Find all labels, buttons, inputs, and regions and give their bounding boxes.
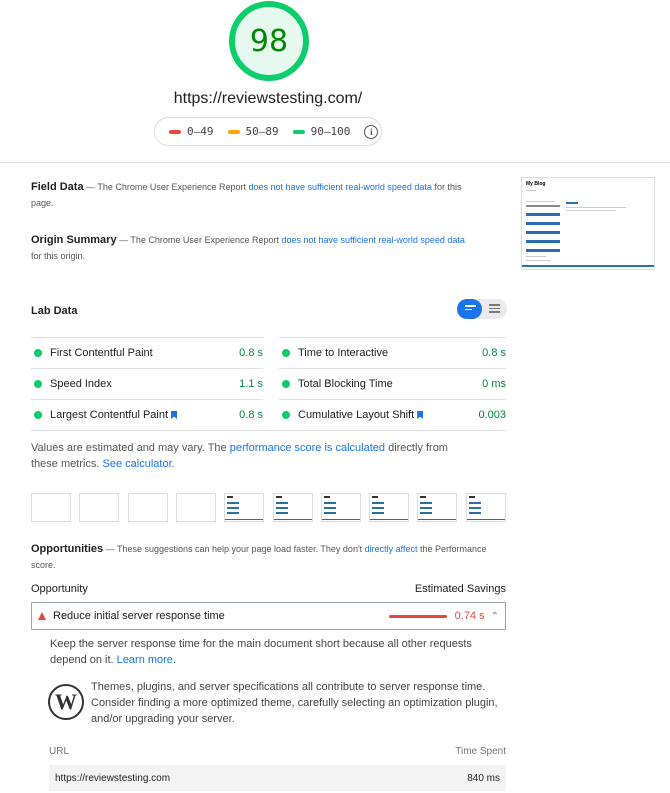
compact-view-icon — [465, 305, 476, 312]
field-data-title: Field Data — [31, 181, 84, 193]
pass-dot-icon — [282, 349, 290, 357]
metric-name: Largest Contentful Paint — [50, 409, 169, 421]
opportunity-title: Reduce initial server response time — [53, 610, 225, 622]
time-spent-column-header: Time Spent — [455, 746, 506, 757]
core-web-vital-bookmark-icon — [171, 411, 177, 419]
note-text-mid: directly from these metrics. — [31, 442, 448, 470]
metric-value: 0.8 s — [239, 347, 263, 359]
thumbnail-site-title: My Blog — [526, 181, 546, 187]
origin-summary-desc-end: for this origin. — [31, 251, 86, 261]
estimated-savings-column-header: Estimated Savings — [414, 583, 506, 595]
opportunity-column-header: Opportunity — [31, 583, 88, 595]
performance-score-link[interactable]: performance score is calculated — [229, 442, 386, 454]
metric-first-contentful-paint — [31, 337, 263, 368]
section-divider — [0, 162, 670, 163]
expanded-view-icon — [489, 304, 500, 315]
warning-triangle-icon — [38, 612, 46, 620]
metric-name: Speed Index — [50, 378, 112, 390]
opportunities-desc: — These suggestions can help your page load faster. They don't — [103, 544, 365, 554]
savings-bar — [389, 615, 447, 618]
table-row — [49, 765, 506, 791]
opportunity-description-text: Keep the server response time for the main document short because all other requests depend on it. — [50, 638, 472, 666]
legend-average-label: 50–89 — [245, 125, 279, 138]
pass-dot-icon — [34, 380, 42, 388]
metrics-column-right — [279, 337, 506, 430]
filmstrip-frame — [176, 493, 216, 522]
opportunity-server-response-time[interactable] — [31, 602, 506, 630]
field-data-desc: — The Chrome User Experience Report — [83, 182, 249, 192]
metric-value: 1.1 s — [239, 378, 263, 390]
performance-score-value: 98 — [249, 23, 289, 59]
metric-name: Total Blocking Time — [298, 378, 393, 390]
opportunity-description — [50, 636, 505, 668]
metric-name: Time to Interactive — [298, 347, 389, 359]
filmstrip-frame — [273, 493, 313, 522]
pass-dot-icon — [34, 411, 42, 419]
field-data-link[interactable]: does not have sufficient real-world speed data — [248, 182, 432, 192]
legend-pass — [293, 125, 351, 138]
learn-more-link[interactable]: Learn more. — [116, 654, 176, 666]
metric-cumulative-layout-shift — [279, 399, 506, 430]
pass-dot-icon — [34, 349, 42, 357]
final-screenshot-thumbnail[interactable] — [521, 177, 655, 270]
metric-value: 0.8 s — [239, 409, 263, 421]
metrics-column-left — [31, 337, 263, 430]
legend-pass-bar — [293, 130, 305, 134]
filmstrip-frame — [224, 493, 264, 522]
pass-dot-icon — [282, 411, 290, 419]
origin-summary-title: Origin Summary — [31, 234, 117, 246]
performance-score-gauge — [229, 1, 309, 81]
filmstrip-frame — [417, 493, 457, 522]
metric-speed-index — [31, 368, 263, 399]
metric-name: First Contentful Paint — [50, 347, 153, 359]
metric-value: 0.003 — [478, 409, 506, 421]
origin-summary-link[interactable]: does not have sufficient real-world speed data — [281, 235, 465, 245]
opportunities-desc-end: the Performance score. — [31, 544, 487, 570]
legend-pass-label: 90–100 — [310, 125, 351, 138]
legend-fail-bar — [169, 130, 181, 134]
metric-value: 0 ms — [482, 378, 506, 390]
note-text: Values are estimated and may vary. The — [31, 442, 230, 454]
chevron-up-icon[interactable]: ⌃ — [490, 610, 499, 622]
metric-time-to-interactive — [279, 337, 506, 368]
filmstrip-frame — [31, 493, 71, 522]
core-web-vital-bookmark-icon — [417, 411, 423, 419]
lab-data-title: Lab Data — [31, 305, 78, 317]
row-time-spent: 840 ms — [467, 772, 500, 784]
wordpress-logo-letter: W — [55, 689, 77, 714]
info-icon[interactable]: i — [364, 125, 378, 139]
legend-fail — [169, 125, 214, 138]
field-data-desc-end: for this page. — [31, 182, 462, 208]
filmstrip-frame — [321, 493, 361, 522]
url-column-header: URL — [49, 746, 70, 757]
filmstrip-frame — [369, 493, 409, 522]
wordpress-logo-icon — [48, 684, 84, 720]
wordpress-tip: Themes, plugins, and server specifications all contribute to server response time. Consider finding a more optimized theme, carefully selecting an optimization plugin, and/or upgrading your server. — [91, 681, 498, 725]
tested-url: https://reviewstesting.com/ — [173, 90, 363, 107]
row-url: https://reviewstesting.com — [55, 772, 171, 784]
legend-fail-label: 0–49 — [187, 125, 214, 138]
pass-dot-icon — [282, 380, 290, 388]
metric-largest-contentful-paint — [31, 399, 263, 430]
lab-data-note — [31, 440, 471, 472]
score-legend — [154, 117, 382, 146]
origin-summary-desc: — The Chrome User Experience Report — [116, 235, 282, 245]
directly-affect-link[interactable]: directly affect — [364, 544, 418, 554]
origin-summary-section — [31, 232, 471, 264]
metric-value: 0.8 s — [482, 347, 506, 359]
see-calculator-link[interactable]: See calculator. — [102, 458, 175, 470]
metrics-bottom-divider — [31, 430, 506, 431]
filmstrip-frame — [128, 493, 168, 522]
legend-average-bar — [228, 130, 240, 134]
field-data-section — [31, 179, 471, 211]
legend-average — [228, 125, 279, 138]
savings-value: 0.74 s — [454, 610, 485, 622]
opportunities-section — [31, 541, 491, 573]
opportunities-title: Opportunities — [31, 543, 104, 555]
metric-name: Cumulative Layout Shift — [298, 409, 415, 421]
opportunities-table-header — [31, 583, 506, 595]
filmstrip-frame — [79, 493, 119, 522]
details-table-header — [49, 746, 506, 757]
filmstrip-frame — [466, 493, 506, 522]
metrics-view-toggle[interactable] — [457, 299, 507, 319]
metric-total-blocking-time — [279, 368, 506, 399]
